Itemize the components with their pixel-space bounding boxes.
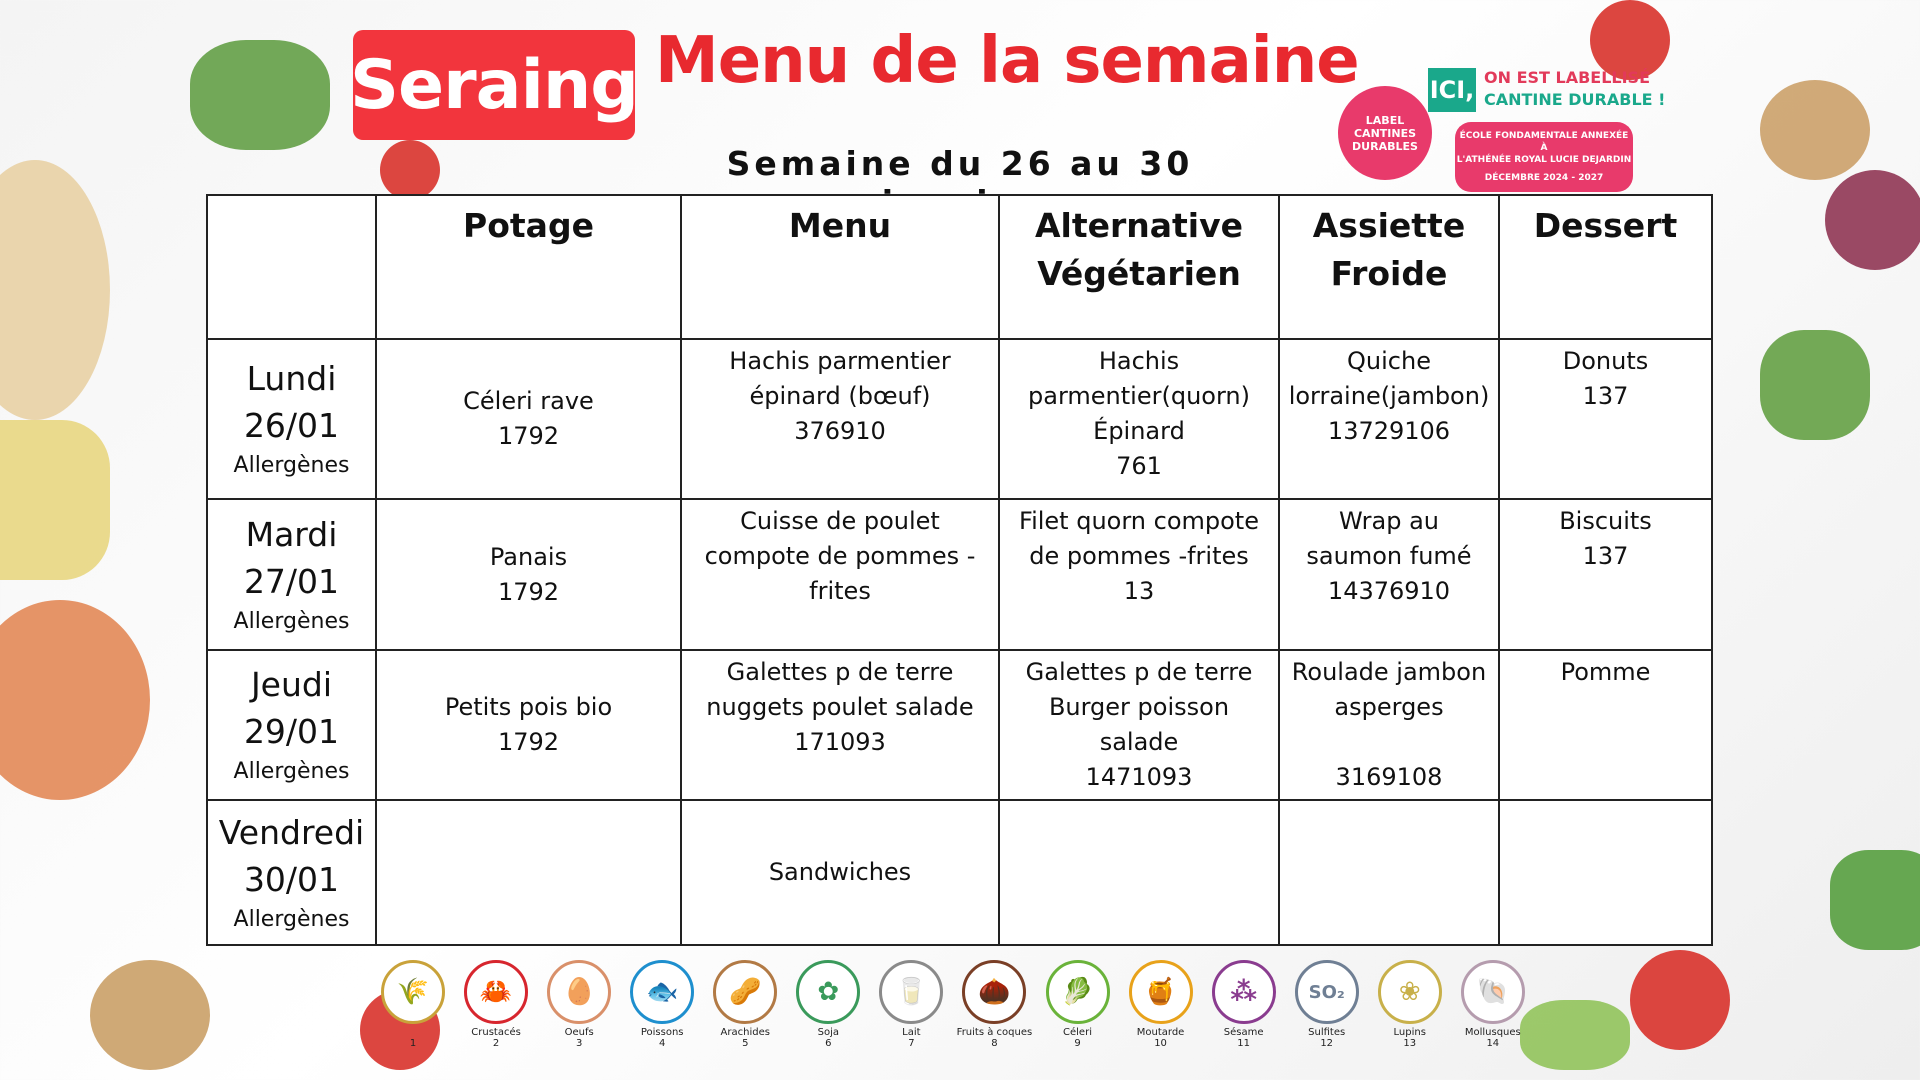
cell-line: 137 xyxy=(1582,542,1629,570)
menu-cell xyxy=(681,499,999,650)
day-date: 26/01 xyxy=(243,406,340,445)
table-row xyxy=(207,800,1712,945)
allergen-number: 7 xyxy=(908,1038,915,1049)
dessert-cell xyxy=(1499,650,1712,800)
school-label xyxy=(1455,122,1633,192)
allergen-item xyxy=(1043,960,1113,1050)
cell-line: 1792 xyxy=(497,577,560,606)
column-header-menu: Menu xyxy=(681,195,999,339)
school-line: L'ATHÉNÉE ROYAL LUCIE DEJARDIN xyxy=(1456,155,1632,165)
allergen-item xyxy=(544,960,614,1050)
cell-line: 376910 xyxy=(794,417,886,445)
decor-vegetables xyxy=(0,600,150,800)
decor-vegetables xyxy=(1630,950,1730,1050)
cell-line: Hachis xyxy=(1098,347,1180,375)
egg-icon: 🥚 xyxy=(547,960,611,1024)
cell-line: Galettes p de terre xyxy=(726,658,954,686)
wheat-icon: 🌾 xyxy=(381,960,445,1024)
allergen-name: Moutarde xyxy=(1136,1027,1185,1038)
cell-line: nuggets poulet salade xyxy=(706,693,974,721)
cell-line: 14376910 xyxy=(1327,577,1451,605)
allergens-label: Allergènes xyxy=(233,608,350,634)
allergen-name: Lait xyxy=(902,1027,921,1038)
cell-line: 3169108 xyxy=(1335,763,1443,791)
allergen-legend xyxy=(378,960,1528,1050)
nut-icon: 🌰 xyxy=(962,960,1026,1024)
day-cell xyxy=(207,800,376,945)
allergen-item xyxy=(461,960,531,1050)
allergen-item xyxy=(378,960,448,1050)
sulfites-icon: SO₂ xyxy=(1295,960,1359,1024)
allergen-name: Arachides xyxy=(720,1027,770,1038)
cantine-durable-label xyxy=(1428,64,1666,118)
vegetarian-cell xyxy=(999,499,1279,650)
allergen-item xyxy=(710,960,780,1050)
crab-icon: 🦀 xyxy=(464,960,528,1024)
allergens-label: Allergènes xyxy=(233,759,350,784)
ici-line: ON EST LABELLISÉ xyxy=(1484,68,1650,87)
day-name: Lundi xyxy=(246,359,337,398)
allergens-label: Allergènes xyxy=(233,453,350,478)
allergen-number: 8 xyxy=(991,1038,998,1049)
allergen-name: Sulfites xyxy=(1308,1027,1346,1038)
sesame-icon: ⁂ xyxy=(1212,960,1276,1024)
dessert-cell xyxy=(1499,800,1712,945)
cold-plate-cell xyxy=(1279,499,1499,650)
seraing-logo: Seraing xyxy=(353,30,635,140)
badge-line: DURABLES xyxy=(1352,139,1418,153)
school-line: DÉCEMBRE 2024 - 2027 xyxy=(1484,173,1604,183)
celery-icon: 🥬 xyxy=(1046,960,1110,1024)
allergen-number: 9 xyxy=(1074,1038,1081,1049)
cell-line: 13 xyxy=(1123,577,1155,605)
cell-line: compote de pommes - xyxy=(704,542,976,570)
allergen-item xyxy=(876,960,946,1050)
allergen-item xyxy=(1458,960,1528,1050)
allergen-name: Oeufs xyxy=(564,1027,594,1038)
cell-line: 1792 xyxy=(497,422,560,450)
day-name: Vendredi xyxy=(218,812,365,852)
cell-line: Filet quorn compote xyxy=(1019,507,1259,535)
cell-line: Burger poisson xyxy=(1048,693,1230,721)
allergen-name: Mollusques xyxy=(1464,1027,1521,1038)
column-header-vegetarien: Alternative Végétarien xyxy=(999,195,1279,339)
day-date: 29/01 xyxy=(243,712,340,751)
cold-plate-cell xyxy=(1279,650,1499,800)
allergen-number: 3 xyxy=(575,1038,583,1049)
cell-line: Roulade jambon xyxy=(1291,658,1487,686)
allergen-name: Crustacés xyxy=(471,1027,521,1038)
allergen-number: 11 xyxy=(1237,1038,1250,1049)
decor-vegetables xyxy=(1760,330,1870,440)
cell-line: de pommes -frites xyxy=(1029,542,1249,570)
cell-line: Cuisse de poulet xyxy=(740,507,940,535)
allergen-item xyxy=(1126,960,1196,1050)
allergen-name: Poissons xyxy=(640,1027,684,1038)
cell-line: Épinard xyxy=(1093,417,1185,445)
column-header-potage: Potage xyxy=(376,195,681,339)
milk-icon: 🥛 xyxy=(879,960,943,1024)
dessert-cell xyxy=(1499,339,1712,499)
decor-vegetables xyxy=(380,140,440,200)
vegetarian-cell xyxy=(999,650,1279,800)
cell-line: saumon fumé xyxy=(1306,542,1472,570)
badge-line: CANTINES xyxy=(1353,126,1417,140)
potage-cell xyxy=(376,499,681,650)
day-cell xyxy=(207,339,376,499)
day-cell xyxy=(207,650,376,800)
cell-line: asperges xyxy=(1334,693,1444,721)
menu-cell xyxy=(681,800,999,945)
label-cantines-durables-badge xyxy=(1338,86,1432,180)
table-row xyxy=(207,339,1712,499)
allergen-number: 12 xyxy=(1320,1038,1334,1049)
cell-line: Quiche xyxy=(1347,347,1431,375)
decor-vegetables xyxy=(190,40,330,150)
column-header-dessert: Dessert xyxy=(1499,195,1712,339)
cell-line: lorraine(jambon) xyxy=(1288,382,1490,410)
vegetarian-cell xyxy=(999,800,1279,945)
allergen-number: 13 xyxy=(1403,1038,1417,1049)
day-cell xyxy=(207,499,376,650)
decor-vegetables xyxy=(1825,170,1920,270)
badge-line: LABEL xyxy=(1365,113,1405,127)
peanut-icon: 🥜 xyxy=(713,960,777,1024)
cell-line: 171093 xyxy=(794,728,886,756)
cell-line: parmentier(quorn) xyxy=(1028,382,1250,410)
mollusc-icon: 🐚 xyxy=(1461,960,1525,1024)
page-title: Menu de la semaine xyxy=(655,24,1359,98)
ici-mark: ICI, xyxy=(1428,68,1476,112)
allergen-number: 5 xyxy=(742,1038,749,1049)
cell-line: salade xyxy=(1099,728,1179,756)
allergen-item xyxy=(1375,960,1445,1050)
cell-line: Panais xyxy=(489,542,568,571)
cell-line: Biscuits xyxy=(1559,507,1652,535)
allergen-name: Sésame xyxy=(1223,1027,1264,1038)
decor-vegetables xyxy=(0,420,110,580)
menu-cell xyxy=(681,339,999,499)
cell-line: Hachis parmentier xyxy=(729,347,951,375)
potage-cell xyxy=(376,339,681,499)
soy-icon: ✿ xyxy=(796,960,860,1024)
menu-cell xyxy=(681,650,999,800)
menu-table xyxy=(206,194,1713,946)
allergen-item xyxy=(1209,960,1279,1050)
week-subtitle: Semaine du 26 au 30 xyxy=(726,144,1194,183)
cell-line: Petits pois bio xyxy=(444,693,613,721)
cell-line: Pomme xyxy=(1560,658,1651,686)
table-row xyxy=(207,499,1712,650)
allergen-name: Céleri xyxy=(1063,1027,1092,1038)
cell-line: 13729106 xyxy=(1327,417,1451,445)
table-row xyxy=(207,650,1712,800)
potage-cell xyxy=(376,800,681,945)
ici-line: CANTINE DURABLE ! xyxy=(1484,90,1666,109)
allergen-item xyxy=(956,960,1033,1050)
allergen-number: 14 xyxy=(1486,1038,1500,1049)
allergens-label: Allergènes xyxy=(233,906,350,932)
decor-vegetables xyxy=(90,960,210,1070)
allergen-number: 6 xyxy=(825,1038,832,1049)
cell-line: Céleri rave xyxy=(463,387,594,415)
allergen-name: Fruits à coques xyxy=(956,1027,1033,1038)
day-date: 30/01 xyxy=(243,859,340,899)
school-line: ÉCOLE FONDAMENTALE ANNEXÉE À xyxy=(1459,131,1629,153)
cell-line: Donuts xyxy=(1562,347,1649,375)
potage-cell xyxy=(376,650,681,800)
mustard-icon: 🍯 xyxy=(1129,960,1193,1024)
column-header-empty xyxy=(207,195,376,339)
column-header-assiette-froide: Assiette Froide xyxy=(1279,195,1499,339)
cell-line: 137 xyxy=(1582,382,1629,410)
dessert-cell xyxy=(1499,499,1712,650)
allergen-number: 4 xyxy=(659,1038,666,1049)
table-header-row xyxy=(207,195,1712,339)
lupin-icon: ❀ xyxy=(1378,960,1442,1024)
allergen-number: 10 xyxy=(1154,1038,1167,1049)
cell-line: 1471093 xyxy=(1085,763,1193,791)
decor-vegetables xyxy=(0,160,110,420)
decor-vegetables xyxy=(1830,850,1920,950)
day-date: 27/01 xyxy=(243,561,340,601)
cell-line xyxy=(1286,725,1492,760)
cell-line: Wrap au xyxy=(1338,507,1439,535)
cold-plate-cell xyxy=(1279,339,1499,499)
allergen-name: Soja xyxy=(817,1027,839,1038)
cell-line: frites xyxy=(809,577,871,605)
allergen-name: Lupins xyxy=(1393,1027,1426,1038)
fish-icon: 🐟 xyxy=(630,960,694,1024)
cell-line: Galettes p de terre xyxy=(1025,658,1253,686)
cell-line: Sandwiches xyxy=(768,858,912,886)
allergen-item xyxy=(1292,960,1362,1050)
vegetarian-cell xyxy=(999,339,1279,499)
decor-vegetables xyxy=(1760,80,1870,180)
allergen-item xyxy=(793,960,863,1050)
cell-line: épinard (bœuf) xyxy=(749,382,931,410)
cold-plate-cell xyxy=(1279,800,1499,945)
allergen-item xyxy=(627,960,697,1050)
day-name: Jeudi xyxy=(250,665,333,704)
allergen-number: 2 xyxy=(492,1038,500,1049)
day-name: Mardi xyxy=(245,514,338,554)
cell-line: 761 xyxy=(1116,452,1162,480)
cell-line: 1792 xyxy=(497,728,560,756)
allergen-number: 1 xyxy=(409,1038,417,1049)
decor-vegetables xyxy=(1520,1000,1630,1070)
